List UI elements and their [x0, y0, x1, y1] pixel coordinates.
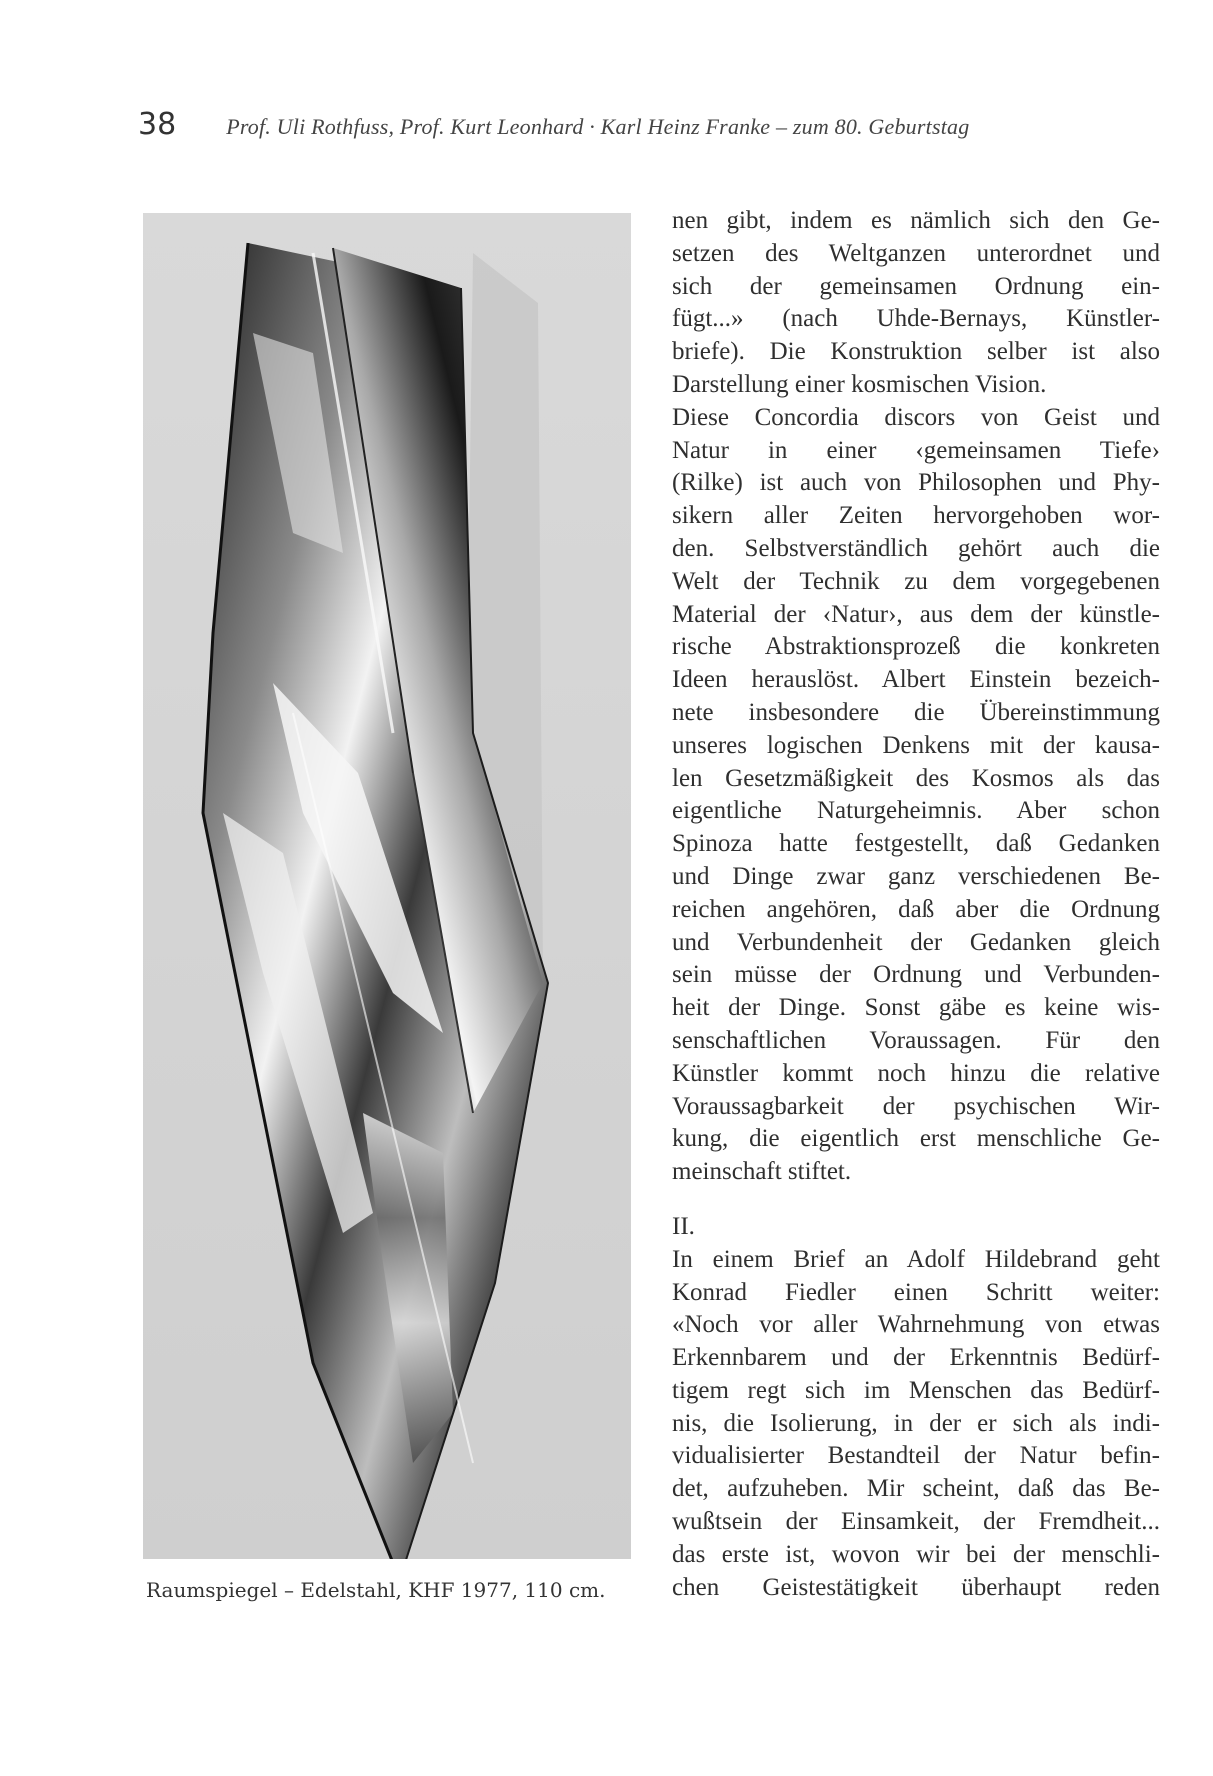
text-line: reichen angehören, daß aber die Ordnung [672, 895, 1160, 923]
text-line: Material der ‹Natur›, aus dem der künstle- [672, 600, 1160, 628]
text-line: Konrad Fiedler einen Schritt weiter: [672, 1278, 1160, 1306]
text-line: kung, die eigentlich erst menschliche Ge- [672, 1125, 1160, 1153]
text-line: Diese Concordia discors von Geist und [672, 403, 1160, 431]
text-line: meinschaft stiftet. [672, 1158, 852, 1186]
text-line: nete insbesondere die Übereinstimmung [672, 698, 1160, 726]
text-line: Darstellung einer kosmischen Vision. [672, 370, 1047, 398]
text-line: heit der Dinge. Sonst gäbe es keine wis- [672, 994, 1160, 1022]
text-line: (Rilke) ist auch von Philosophen und Phy- [672, 469, 1160, 497]
text-line: setzen des Weltganzen unterordnet und [672, 239, 1160, 267]
text-line: senschaftlichen Voraussagen. Für den [672, 1026, 1160, 1054]
text-line: tigem regt sich im Menschen das Bedürf- [672, 1376, 1160, 1404]
text-line: Natur in einer ‹gemeinsamen Tiefe› [672, 436, 1160, 464]
text-line: len Gesetzmäßigkeit des Kosmos als das [672, 764, 1160, 792]
running-title: Prof. Uli Rothfuss, Prof. Kurt Leonhard · Karl Heinz Franke – zum 80. Geburtstag [226, 114, 970, 139]
section-heading: II. [672, 1212, 695, 1240]
text-line: Welt der Technik zu dem vorgegebenen [672, 567, 1160, 595]
text-line: Ideen herauslöst. Albert Einstein bezeich- [672, 666, 1160, 694]
text-line: chen Geistestätigkeit überhaupt reden [672, 1573, 1160, 1601]
text-line: sein müsse der Ordnung und Verbunden- [672, 961, 1160, 989]
text-line: In einem Brief an Adolf Hildebrand geht [672, 1245, 1160, 1273]
text-line: det, aufzuheben. Mir scheint, daß das Be- [672, 1475, 1160, 1503]
running-header [138, 107, 1098, 147]
text-line: und Dinge zwar ganz verschiedenen Be- [672, 862, 1160, 890]
text-line: sikern aller Zeiten hervorgehoben wor- [672, 502, 1160, 530]
text-line: wußtsein der Einsamkeit, der Fremdheit... [672, 1508, 1160, 1536]
paragraph-2 [672, 402, 1160, 1189]
sculpture-illustration [143, 213, 631, 1559]
text-line: vidualisierter Bestandteil der Natur befin- [672, 1442, 1160, 1470]
text-line: fügt...» (nach Uhde-Bernays, Künstler- [672, 305, 1160, 333]
text-line: Voraussagbarkeit der psychischen Wir- [672, 1092, 1160, 1120]
body-text-column [672, 205, 1160, 1604]
section-gap [672, 1189, 1160, 1211]
text-line: nen gibt, indem es nämlich sich den Ge- [672, 207, 1160, 234]
text-line: und Verbundenheit der Gedanken gleich [672, 928, 1160, 956]
text-line: unseres logischen Denkens mit der kausa- [672, 731, 1160, 759]
sculpture-photo [143, 213, 631, 1559]
paragraph-1 [672, 205, 1160, 402]
text-line: eigentliche Naturgeheimnis. Aber schon [672, 797, 1160, 825]
text-line: Künstler kommt noch hinzu die relative [672, 1059, 1160, 1087]
text-line: Erkennbarem und der Erkenntnis Bedürf- [672, 1344, 1160, 1372]
text-line: «Noch vor aller Wahrnehmung von etwas [672, 1311, 1160, 1339]
figure-caption: Raumspiegel – Edelstahl, KHF 1977, 110 cm. [146, 1578, 606, 1602]
text-line: briefe). Die Konstruktion selber ist also [672, 338, 1160, 366]
text-line: den. Selbstverständlich gehört auch die [672, 534, 1160, 562]
text-line: das erste ist, wovon wir bei der menschli- [672, 1540, 1160, 1568]
text-line: Spinoza hatte festgestellt, daß Gedanken [672, 830, 1160, 858]
page-number: 38 [138, 107, 177, 142]
text-line: nis, die Isolierung, in der er sich als indi- [672, 1409, 1160, 1437]
paragraph-3 [672, 1244, 1160, 1605]
text-line: sich der gemeinsamen Ordnung ein- [672, 272, 1160, 300]
text-line: rische Abstraktionsprozeß die konkreten [672, 633, 1160, 661]
